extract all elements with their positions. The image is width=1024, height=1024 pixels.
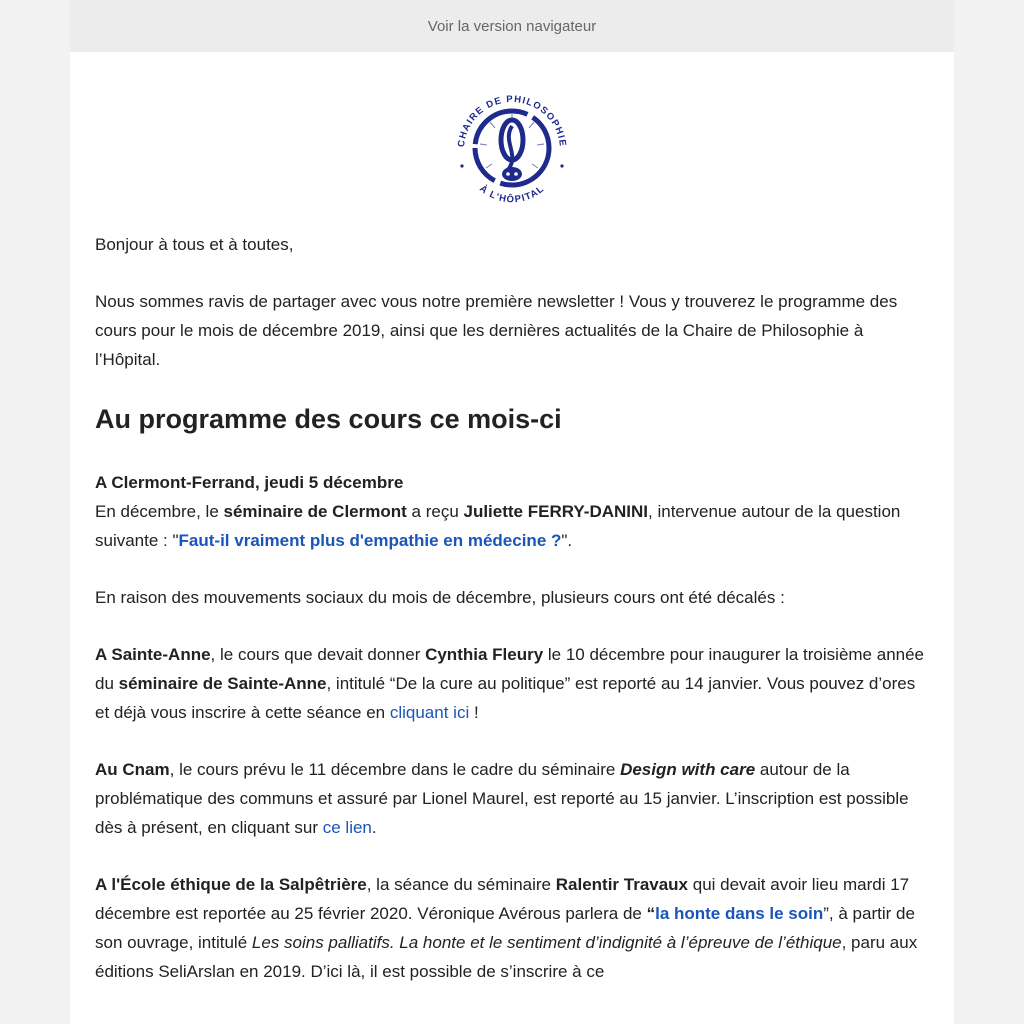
view-in-browser-link[interactable]: Voir la version navigateur <box>427 17 597 35</box>
salpetriere-text-3: , à partir de son ouvrage, intitulé <box>95 904 915 952</box>
greeting: Bonjour à tous et à toutes, <box>95 235 294 254</box>
cnam-seminar: Design with care <box>620 760 756 779</box>
newsletter-card <box>70 52 954 1024</box>
clermont-text-1: En décembre, le <box>95 502 224 521</box>
clermont-text-2: a reçu <box>406 502 464 521</box>
strikes-paragraph: En raison des mouvements sociaux du mois de décembre, plusieurs cours ont été décalés : <box>95 588 785 607</box>
quote-close: ” <box>823 904 829 923</box>
browser-version-bar <box>70 0 954 52</box>
book-title: Les soins palliatifs. La honte et le sentiment d’indignité à l’épreuve de l’éthique <box>251 933 842 952</box>
clermont-paragraph <box>95 468 929 555</box>
section-title: Au programme des cours ce mois-ci <box>95 404 562 434</box>
salpetriere-text-4: , paru aux éditions SeliArslan en 2019. D’ici là, il est possible de s’inscrire à ce <box>95 933 918 981</box>
newsletter-body <box>95 230 929 1014</box>
sainte-anne-speaker: Cynthia Fleury <box>425 645 544 664</box>
sainte-anne-seminar: séminaire de Sainte-Anne <box>118 674 327 693</box>
quote-open: “ <box>646 904 656 923</box>
sainte-anne-text-2: le 10 décembre pour inaugurer la troisième année du <box>95 645 925 693</box>
logo-arc-bottom-text: À L'HÔPITAL <box>477 183 547 206</box>
sainte-anne-text-4: ! <box>469 703 479 722</box>
salpetriere-paragraph <box>95 870 929 986</box>
intro-paragraph: Nous sommes ravis de partager avec vous notre première newsletter ! Vous y trouverez le programme des cours pour le mois de décembre 2019, ainsi que les dernières actualités de la Chaire de Philosophie à l’Hôpital. <box>95 292 898 369</box>
salpetriere-text-2: qui devait avoir lieu mardi 17 décembre est reportée au 25 février 2020. Véronique Avérous parlera de <box>95 875 910 923</box>
clermont-text-3: , intervenue autour de la question suivante : " <box>95 502 901 550</box>
clermont-text-4: ". <box>561 531 573 550</box>
honte-soin-link[interactable]: la honte dans le soin <box>655 904 824 923</box>
salpetriere-text-1: , la séance du séminaire <box>366 875 556 894</box>
cliquant-ici-link[interactable]: cliquant ici <box>389 703 470 722</box>
cnam-text-3: . <box>371 818 377 837</box>
sainte-anne-text-1: , le cours que devait donner <box>210 645 426 664</box>
sainte-anne-text-3: , intitulé “De la cure au politique” est reporté au 14 janvier. Vous pouvez d’ores et déjà vous inscrire à cette séance en <box>95 674 916 722</box>
salpetriere-location: A l'École éthique de la Salpêtrière <box>95 875 367 894</box>
cnam-text-1: , le cours prévu le 11 décembre dans le cadre du séminaire <box>169 760 621 779</box>
clermont-speaker: Juliette FERRY-DANINI <box>463 502 649 521</box>
clermont-heading: A Clermont-Ferrand, jeudi 5 décembre <box>95 473 404 492</box>
sainte-anne-location: A Sainte-Anne <box>95 645 211 664</box>
chaire-logo <box>442 78 582 218</box>
cnam-location: Au Cnam <box>95 760 170 779</box>
clermont-seminar: séminaire de Clermont <box>223 502 407 521</box>
sainte-anne-paragraph <box>95 640 929 727</box>
ce-lien-link[interactable]: ce lien <box>322 818 372 837</box>
logo-container <box>70 78 954 218</box>
empathie-link[interactable]: Faut-il vraiment plus d'empathie en médecine ? <box>178 531 562 550</box>
logo-arc-top-text: CHAIRE DE PHILOSOPHIE <box>455 93 569 148</box>
cnam-text-2: autour de la problématique des communs et assuré par Lionel Maurel, est reporté au 15 janvier. L’inscription est possible dès à présent, en cliquant sur <box>95 760 909 837</box>
cnam-paragraph <box>95 755 929 842</box>
salpetriere-seminar: Ralentir Travaux <box>555 875 689 894</box>
